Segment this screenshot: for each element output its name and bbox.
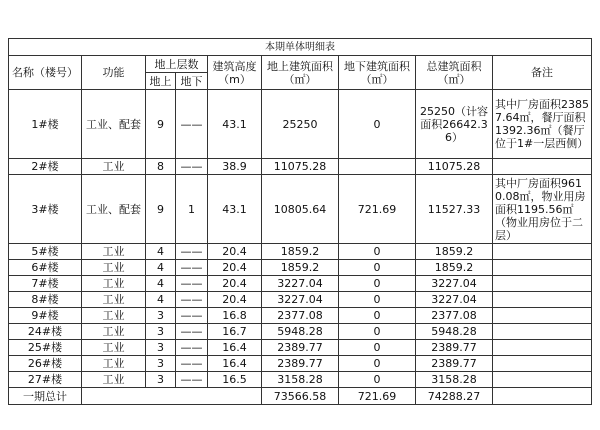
cell-note xyxy=(493,356,592,372)
cell-below-area: 0 xyxy=(339,356,416,372)
cell-below-area: 0 xyxy=(339,276,416,292)
cell-function: 工业 xyxy=(82,260,146,276)
cell-note xyxy=(493,292,592,308)
header-height xyxy=(208,56,262,90)
table-row xyxy=(9,340,592,356)
cell-function: 工业 xyxy=(82,292,146,308)
cell-total-area: 3158.28 xyxy=(416,372,493,388)
cell-above-area: 5948.28 xyxy=(262,324,339,340)
header-function: 功能 xyxy=(82,56,146,90)
table-row xyxy=(9,244,592,260)
cell-name: 5#楼 xyxy=(9,244,82,260)
cell-below: —— xyxy=(176,356,208,372)
cell-above-area: 1859.2 xyxy=(262,260,339,276)
cell-name: 1#楼 xyxy=(9,90,82,159)
table-row xyxy=(9,324,592,340)
header-above-floors: 地上 xyxy=(146,73,176,90)
cell-function: 工业、配套 xyxy=(82,175,146,244)
cell-above: 9 xyxy=(146,90,176,159)
header-above-area-line2: （㎡） xyxy=(283,72,317,86)
cell-function: 工业 xyxy=(82,276,146,292)
header-above-area xyxy=(262,56,339,90)
header-total-area xyxy=(416,56,493,90)
table-row xyxy=(9,175,592,244)
cell-note xyxy=(493,276,592,292)
cell-above: 8 xyxy=(146,159,176,175)
cell-name: 7#楼 xyxy=(9,276,82,292)
cell-above: 3 xyxy=(146,340,176,356)
cell-below: —— xyxy=(176,276,208,292)
cell-above-area: 3158.28 xyxy=(262,372,339,388)
cell-above: 3 xyxy=(146,372,176,388)
cell-above-area: 2389.77 xyxy=(262,356,339,372)
cell-total-area: 2389.77 xyxy=(416,356,493,372)
header-name: 名称（楼号） xyxy=(9,56,82,90)
cell-below: —— xyxy=(176,292,208,308)
cell-total-area: 1859.2 xyxy=(416,260,493,276)
cell-note: 其中厂房面积23857.64㎡，餐厅面积1392.36㎡（餐厅位于1#一层西侧） xyxy=(493,90,592,159)
table-row xyxy=(9,372,592,388)
cell-function: 工业 xyxy=(82,244,146,260)
cell-below: —— xyxy=(176,244,208,260)
cell-note xyxy=(493,260,592,276)
cell-name: 26#楼 xyxy=(9,356,82,372)
cell-name: 3#楼 xyxy=(9,175,82,244)
table-row xyxy=(9,356,592,372)
cell-below-area: 721.69 xyxy=(339,175,416,244)
cell-above: 4 xyxy=(146,292,176,308)
header-above-area-line1: 地上建筑面积 xyxy=(267,59,333,73)
cell-note xyxy=(493,324,592,340)
total-label: 一期总计 xyxy=(9,388,82,405)
cell-below: —— xyxy=(176,324,208,340)
cell-name: 27#楼 xyxy=(9,372,82,388)
total-note xyxy=(493,388,592,405)
cell-below: —— xyxy=(176,308,208,324)
cell-above-area: 3227.04 xyxy=(262,276,339,292)
cell-above-area: 2377.08 xyxy=(262,308,339,324)
cell-below-area: 0 xyxy=(339,308,416,324)
cell-below: —— xyxy=(176,90,208,159)
cell-above-area: 3227.04 xyxy=(262,292,339,308)
cell-name: 25#楼 xyxy=(9,340,82,356)
cell-height: 20.4 xyxy=(208,244,262,260)
header-height-line1: 建筑高度 xyxy=(212,59,257,73)
table-row xyxy=(9,260,592,276)
cell-total-area: 2377.08 xyxy=(416,308,493,324)
cell-note: 其中厂房面积9610.08㎡，物业用房面积1195.56㎡（物业用房位于二层） xyxy=(493,175,592,244)
cell-below-area xyxy=(339,159,416,175)
table-row xyxy=(9,308,592,324)
cell-above-area: 11075.28 xyxy=(262,159,339,175)
table-title: 本期单体明细表 xyxy=(9,39,592,56)
cell-above-area: 2389.77 xyxy=(262,340,339,356)
cell-below: —— xyxy=(176,340,208,356)
total-row xyxy=(9,388,592,405)
header-height-line2: （m） xyxy=(218,72,251,86)
cell-above: 3 xyxy=(146,308,176,324)
cell-note xyxy=(493,159,592,175)
cell-total-area: 11075.28 xyxy=(416,159,493,175)
cell-above: 3 xyxy=(146,324,176,340)
cell-function: 工业、配套 xyxy=(82,90,146,159)
cell-total-area: 3227.04 xyxy=(416,276,493,292)
cell-above-area: 10805.64 xyxy=(262,175,339,244)
cell-below: —— xyxy=(176,372,208,388)
cell-height: 16.4 xyxy=(208,340,262,356)
cell-height: 43.1 xyxy=(208,90,262,159)
cell-above-area: 25250 xyxy=(262,90,339,159)
table-row xyxy=(9,292,592,308)
cell-function: 工业 xyxy=(82,340,146,356)
cell-below-area: 0 xyxy=(339,340,416,356)
cell-below-area: 0 xyxy=(339,292,416,308)
cell-above: 4 xyxy=(146,276,176,292)
cell-function: 工业 xyxy=(82,159,146,175)
header-note: 备注 xyxy=(493,56,592,90)
cell-total-area: 25250（计容面积26642.36） xyxy=(416,90,493,159)
cell-below-area: 0 xyxy=(339,372,416,388)
cell-height: 16.5 xyxy=(208,372,262,388)
cell-total-area: 1859.2 xyxy=(416,244,493,260)
cell-height: 20.4 xyxy=(208,292,262,308)
cell-below: 1 xyxy=(176,175,208,244)
cell-above: 3 xyxy=(146,356,176,372)
cell-below-area: 0 xyxy=(339,260,416,276)
cell-function: 工业 xyxy=(82,356,146,372)
header-below-area-line2: （㎡） xyxy=(360,72,394,86)
cell-total-area: 2389.77 xyxy=(416,340,493,356)
cell-above: 4 xyxy=(146,260,176,276)
cell-name: 9#楼 xyxy=(9,308,82,324)
cell-above: 4 xyxy=(146,244,176,260)
cell-below-area: 0 xyxy=(339,90,416,159)
cell-total-area: 5948.28 xyxy=(416,324,493,340)
cell-below-area: 0 xyxy=(339,244,416,260)
header-total-area-line1: 总建筑面积 xyxy=(426,59,482,73)
header-total-area-line2: （㎡） xyxy=(437,72,471,86)
cell-height: 20.4 xyxy=(208,276,262,292)
header-below-area xyxy=(339,56,416,90)
cell-below-area: 0 xyxy=(339,324,416,340)
header-below-floors: 地下 xyxy=(176,73,208,90)
cell-below: —— xyxy=(176,159,208,175)
cell-height: 16.8 xyxy=(208,308,262,324)
cell-note xyxy=(493,308,592,324)
header-floors: 地上层数 xyxy=(146,56,208,73)
cell-above-area: 1859.2 xyxy=(262,244,339,260)
cell-name: 2#楼 xyxy=(9,159,82,175)
header-below-area-line1: 地下建筑面积 xyxy=(344,59,410,73)
building-detail-table xyxy=(8,38,592,405)
cell-height: 38.9 xyxy=(208,159,262,175)
cell-note xyxy=(493,372,592,388)
cell-function: 工业 xyxy=(82,308,146,324)
table-row xyxy=(9,90,592,159)
total-total-area: 74288.27 xyxy=(416,388,493,405)
cell-name: 6#楼 xyxy=(9,260,82,276)
cell-height: 20.4 xyxy=(208,260,262,276)
table-row xyxy=(9,276,592,292)
cell-note xyxy=(493,244,592,260)
cell-note xyxy=(493,340,592,356)
cell-height: 43.1 xyxy=(208,175,262,244)
cell-total-area: 3227.04 xyxy=(416,292,493,308)
cell-height: 16.7 xyxy=(208,324,262,340)
table-row xyxy=(9,159,592,175)
cell-function: 工业 xyxy=(82,324,146,340)
total-empty xyxy=(82,388,262,405)
cell-total-area: 11527.33 xyxy=(416,175,493,244)
cell-height: 16.4 xyxy=(208,356,262,372)
cell-below: —— xyxy=(176,260,208,276)
total-below-area: 721.69 xyxy=(339,388,416,405)
cell-name: 24#楼 xyxy=(9,324,82,340)
cell-above: 9 xyxy=(146,175,176,244)
cell-function: 工业 xyxy=(82,372,146,388)
total-above-area: 73566.58 xyxy=(262,388,339,405)
cell-name: 8#楼 xyxy=(9,292,82,308)
